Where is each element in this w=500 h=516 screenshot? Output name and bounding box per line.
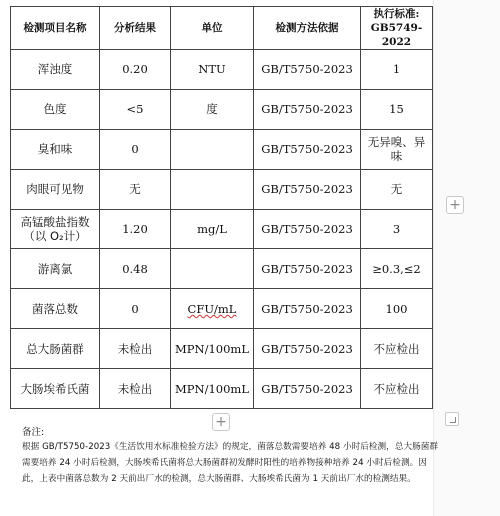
table-row xyxy=(11,289,433,329)
cell-standard[interactable]: 不应检出 xyxy=(361,369,433,409)
cell-result[interactable]: 1.20 xyxy=(100,209,171,249)
cell-standard[interactable]: ≥0.3,≤2 xyxy=(361,249,433,289)
table-row xyxy=(11,249,433,289)
cell-item[interactable]: 总大肠菌群 xyxy=(11,329,100,369)
header-standard-line2: GB5749-2022 xyxy=(370,22,423,48)
cell-standard[interactable]: 无 xyxy=(361,169,433,209)
cell-unit[interactable]: MPN/100mL xyxy=(171,329,254,369)
cell-item[interactable]: 臭和味 xyxy=(11,129,100,169)
cell-unit[interactable]: CFU/mL xyxy=(171,289,254,329)
cell-result[interactable]: 0.48 xyxy=(100,249,171,289)
cell-item[interactable]: 游离氯 xyxy=(11,249,100,289)
cell-result[interactable]: 0.20 xyxy=(100,50,171,90)
cell-result[interactable]: 0 xyxy=(100,129,171,169)
cell-item-sub: （以 O₂计） xyxy=(23,229,87,243)
header-result: 分析结果 xyxy=(100,7,171,50)
header-unit: 单位 xyxy=(171,7,254,50)
cell-method[interactable]: GB/T5750-2023 xyxy=(254,129,361,169)
cell-unit[interactable]: 度 xyxy=(171,89,254,129)
cell-method[interactable]: GB/T5750-2023 xyxy=(254,209,361,249)
editor-margin xyxy=(433,0,500,516)
cell-result[interactable]: 无 xyxy=(100,169,171,209)
add-row-button[interactable]: + xyxy=(212,413,230,431)
cell-item[interactable]: 大肠埃希氏菌 xyxy=(11,369,100,409)
add-column-button[interactable]: + xyxy=(446,196,464,214)
cell-item-main: 高锰酸盐指数 xyxy=(20,215,90,229)
cell-standard[interactable]: 1 xyxy=(361,50,433,90)
cell-method[interactable]: GB/T5750-2023 xyxy=(254,289,361,329)
cell-standard[interactable]: 无异嗅、异味 xyxy=(361,129,433,169)
table-resize-handle[interactable] xyxy=(445,412,459,426)
table-row xyxy=(11,89,433,129)
cell-standard[interactable]: 15 xyxy=(361,89,433,129)
note-body: 根据 GB/T5750-2023《生活饮用水标准检验方法》的规定，菌落总数需要培养 48 小时后检测，总大肠菌群需要培养 24 小时后检测，大肠埃希氏菌将总大肠菌群初发酵时阳性的培养物接种培养 24 小时后检测。因此，上表中菌落总数为 2 天前出厂水的检测，总大肠菌群、大肠埃希氏菌为 1 天前出厂水的检测结果。 xyxy=(22,442,439,484)
cell-result[interactable]: 未检出 xyxy=(100,369,171,409)
cell-method[interactable]: GB/T5750-2023 xyxy=(254,50,361,90)
cell-unit[interactable] xyxy=(171,249,254,289)
cell-unit[interactable] xyxy=(171,129,254,169)
cell-unit[interactable]: mg/L xyxy=(171,209,254,249)
cell-item[interactable] xyxy=(11,209,100,249)
cell-standard[interactable]: 不应检出 xyxy=(361,329,433,369)
note-title: 备注: xyxy=(22,427,45,438)
header-standard-line1: 执行标准: xyxy=(373,8,420,20)
cell-unit[interactable] xyxy=(171,169,254,209)
table-row xyxy=(11,50,433,90)
cell-standard[interactable]: 100 xyxy=(361,289,433,329)
cell-method[interactable]: GB/T5750-2023 xyxy=(254,369,361,409)
cell-method[interactable]: GB/T5750-2023 xyxy=(254,89,361,129)
table-row xyxy=(11,209,433,249)
cell-result[interactable]: 0 xyxy=(100,289,171,329)
cell-item[interactable]: 色度 xyxy=(11,89,100,129)
table-row xyxy=(11,169,433,209)
cell-method[interactable]: GB/T5750-2023 xyxy=(254,169,361,209)
table-row xyxy=(11,129,433,169)
cell-item[interactable]: 肉眼可见物 xyxy=(11,169,100,209)
header-item: 检测项目名称 xyxy=(11,7,100,50)
header-standard xyxy=(361,7,433,50)
table-row xyxy=(11,369,433,409)
cell-method[interactable]: GB/T5750-2023 xyxy=(254,249,361,289)
table-header-row xyxy=(11,7,433,50)
cell-unit[interactable]: NTU xyxy=(171,50,254,90)
cell-item[interactable]: 菌落总数 xyxy=(11,289,100,329)
cell-standard[interactable]: 3 xyxy=(361,209,433,249)
water-quality-table xyxy=(10,6,433,409)
header-method: 检测方法依据 xyxy=(254,7,361,50)
table-row xyxy=(11,329,433,369)
cell-method[interactable]: GB/T5750-2023 xyxy=(254,329,361,369)
cell-item[interactable]: 浑浊度 xyxy=(11,50,100,90)
cell-result[interactable]: 未检出 xyxy=(100,329,171,369)
cell-unit[interactable]: MPN/100mL xyxy=(171,369,254,409)
cell-result[interactable]: <5 xyxy=(100,89,171,129)
